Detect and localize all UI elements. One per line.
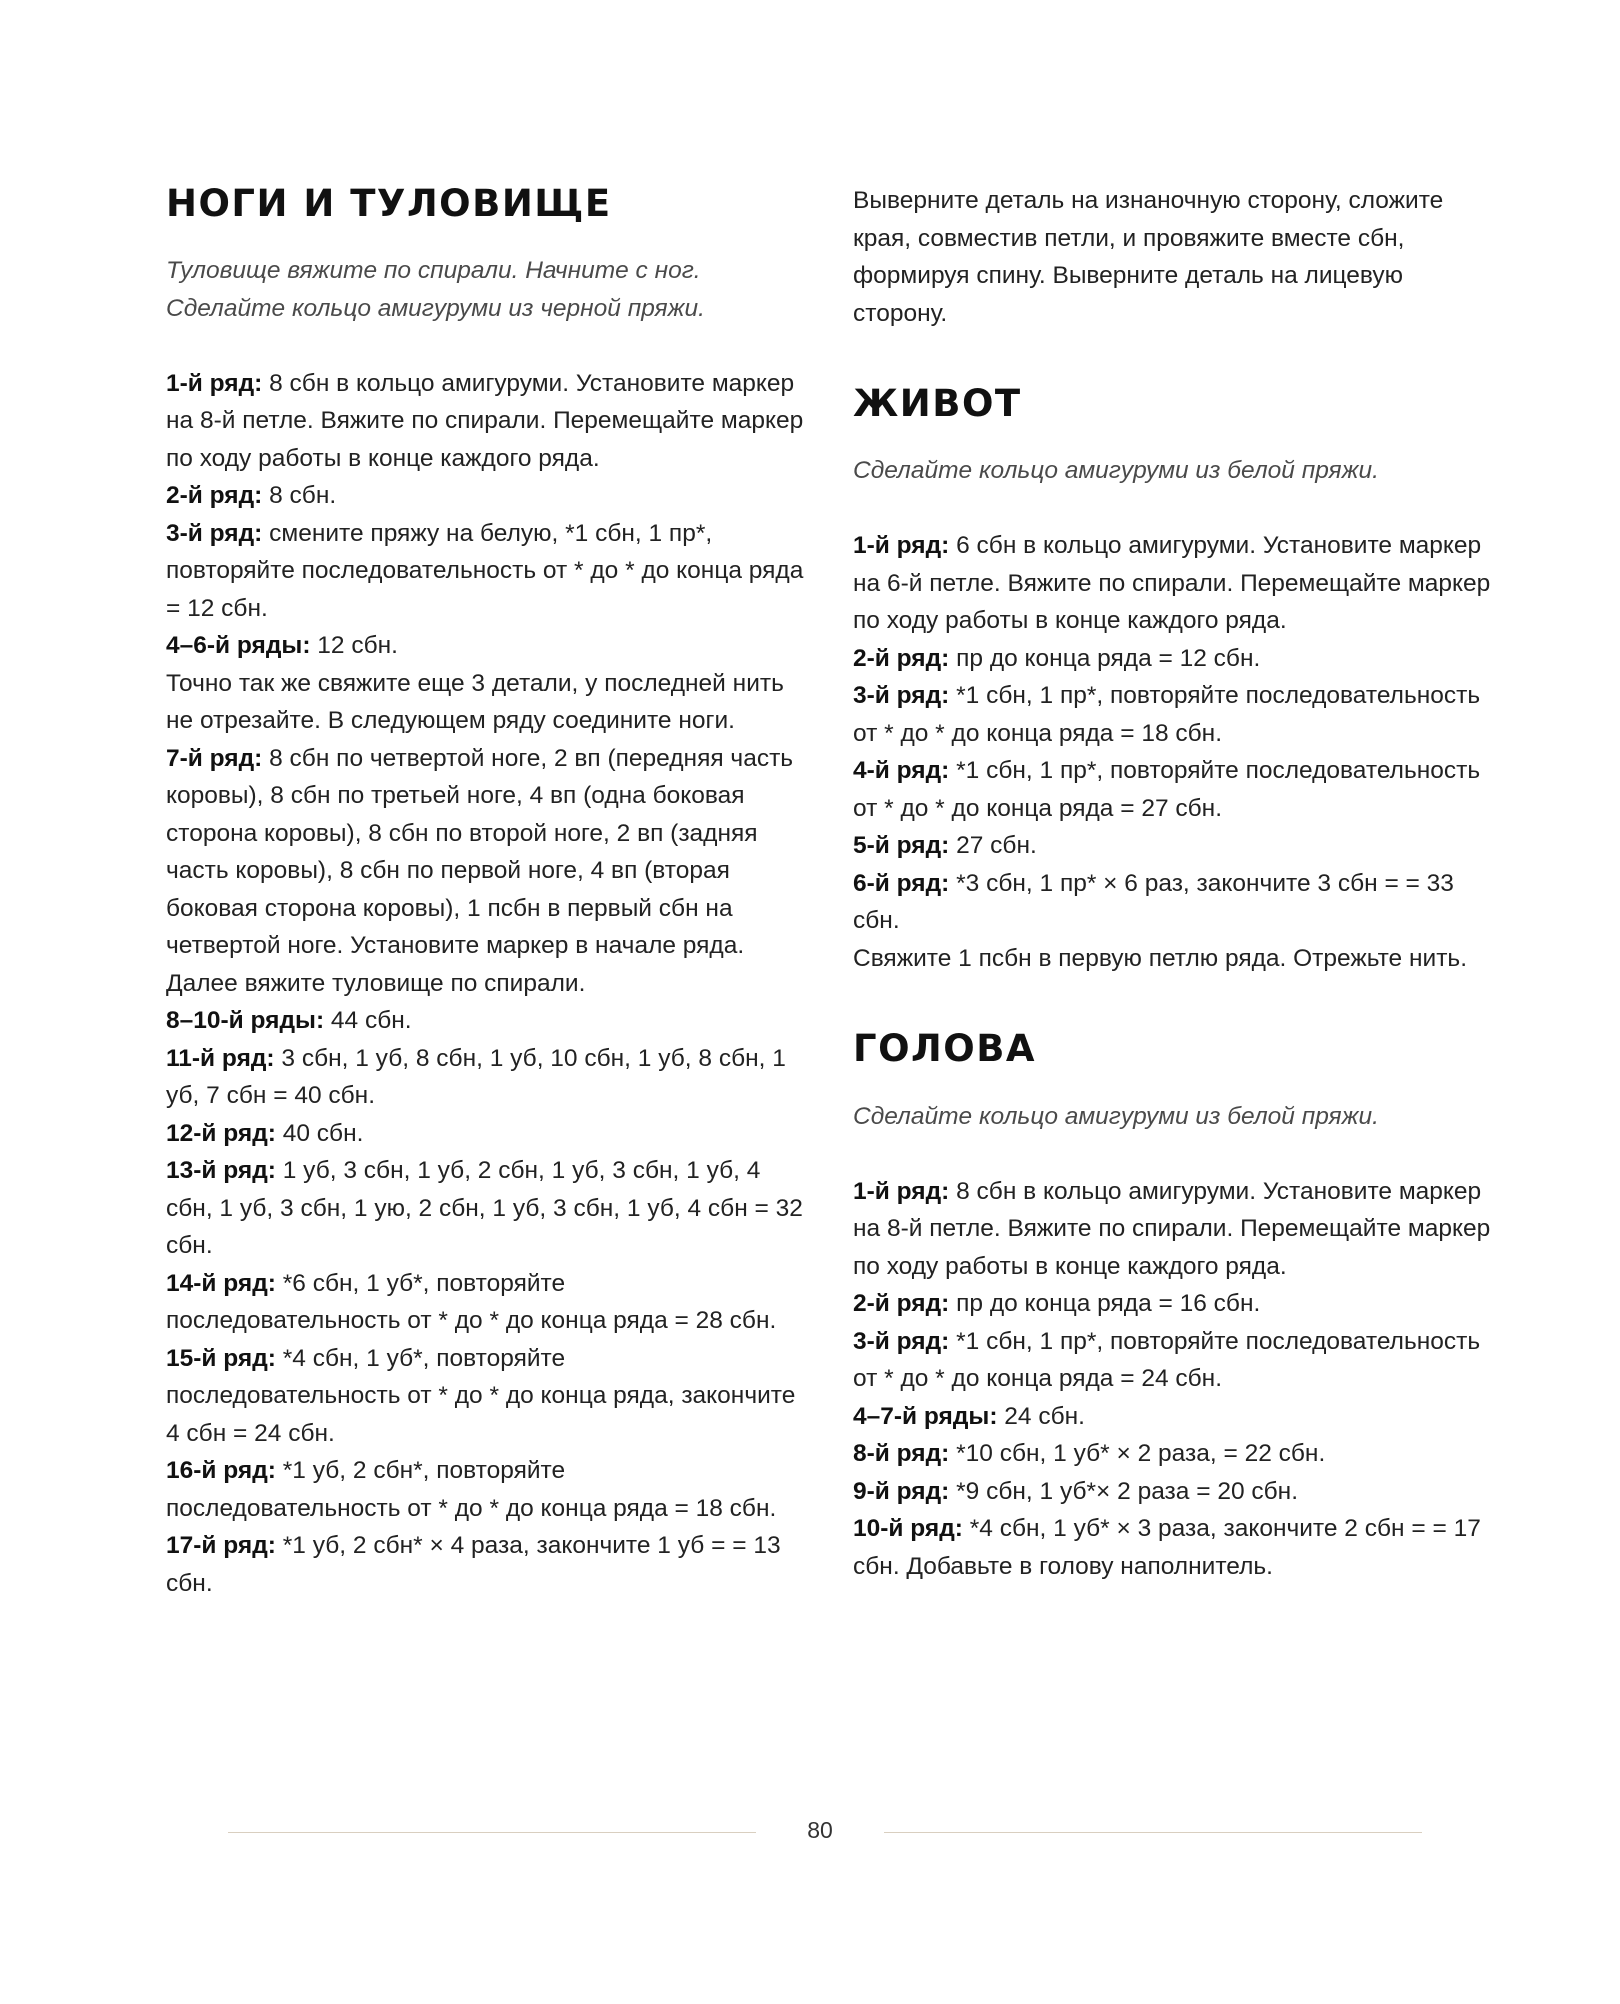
instruction-row bbox=[166, 1002, 806, 1040]
instruction-row bbox=[853, 1173, 1493, 1286]
instruction-note bbox=[166, 665, 806, 740]
instruction-row bbox=[166, 1040, 806, 1115]
row-label: 9-й ряд: bbox=[853, 1477, 950, 1505]
row-label: 13-й ряд: bbox=[166, 1157, 276, 1185]
row-text: смените пряжу на белую, *1 сбн, 1 пр*, повторяйте последовательность от * до * до конца ряда = 12 сбн. bbox=[166, 519, 804, 622]
row-label: 16-й ряд: bbox=[166, 1457, 276, 1485]
row-label: 8-й ряд: bbox=[853, 1440, 950, 1468]
instruction-row bbox=[166, 365, 806, 478]
section-title-belly: ЖИВОТ bbox=[853, 382, 1022, 425]
left-column bbox=[166, 182, 806, 1602]
instruction-row bbox=[166, 740, 806, 1003]
instruction-row bbox=[853, 1435, 1493, 1473]
instruction-row bbox=[853, 752, 1493, 827]
instruction-row bbox=[853, 640, 1493, 678]
row-label: 2-й ряд: bbox=[853, 1290, 950, 1318]
row-label: 4-й ряд: bbox=[853, 757, 950, 785]
row-label: 15-й ряд: bbox=[166, 1344, 276, 1372]
row-text: пр до конца ряда = 16 сбн. bbox=[949, 1290, 1261, 1318]
page-number: 80 bbox=[807, 1817, 833, 1843]
instruction-row bbox=[166, 1527, 806, 1602]
row-label: 12-й ряд: bbox=[166, 1119, 276, 1147]
row-label: 7-й ряд: bbox=[166, 744, 263, 772]
row-text: Свяжите 1 псбн в первую петлю ряда. Отрежьте нить. bbox=[853, 944, 1467, 972]
instruction-note bbox=[853, 940, 1493, 978]
row-text: 8 сбн в кольцо амигуруми. Установите маркер на 8-й петле. Вяжите по спирали. Перемещайте маркер по ходу работы в конце каждого ряда. bbox=[853, 1177, 1491, 1280]
instruction-row bbox=[166, 477, 806, 515]
row-label: 1-й ряд: bbox=[853, 532, 950, 560]
row-text: *1 уб, 2 сбн* × 4 раза, закончите 1 уб = = 13 сбн. bbox=[166, 1532, 781, 1597]
instruction-row bbox=[166, 1265, 806, 1340]
section-intro: Сделайте кольцо амигуруми из белой пряжи. bbox=[853, 457, 1379, 485]
row-label: 6-й ряд: bbox=[853, 869, 950, 897]
instruction-row bbox=[166, 1115, 806, 1153]
row-text: 8 сбн. bbox=[262, 482, 337, 510]
row-label: 14-й ряд: bbox=[166, 1269, 276, 1297]
row-label: 1-й ряд: bbox=[853, 1177, 950, 1205]
row-text: 12 сбн. bbox=[310, 632, 398, 660]
row-list bbox=[853, 1173, 1493, 1586]
row-label: 4–6-й ряды: bbox=[166, 632, 311, 660]
section-title-legs-body: НОГИ И ТУЛОВИЩЕ bbox=[166, 182, 612, 225]
row-text: *10 сбн, 1 уб* × 2 раза, = 22 сбн. bbox=[949, 1440, 1326, 1468]
row-text: *4 сбн, 1 уб*, повторяйте последовательность от * до * до конца ряда, закончите 4 сбн = 24 сбн. bbox=[166, 1344, 796, 1447]
instruction-row bbox=[853, 677, 1493, 752]
row-label: 3-й ряд: bbox=[853, 682, 950, 710]
instruction-row bbox=[166, 1452, 806, 1527]
row-text: 8 сбн в кольцо амигуруми. Установите маркер на 8-й петле. Вяжите по спирали. Перемещайте маркер по ходу работы в конце каждого ряда. bbox=[166, 369, 804, 472]
row-label: 11-й ряд: bbox=[166, 1044, 275, 1072]
row-text: *4 сбн, 1 уб* × 3 раза, закончите 2 сбн = = 17 сбн. Добавьте в голову наполнитель. bbox=[853, 1515, 1481, 1580]
instruction-row bbox=[853, 1323, 1493, 1398]
row-text: пр до конца ряда = 12 сбн. bbox=[949, 644, 1261, 672]
footer-divider-left bbox=[228, 1832, 756, 1833]
instruction-row bbox=[166, 515, 806, 628]
footer-divider-right bbox=[884, 1832, 1422, 1833]
row-text: 27 сбн. bbox=[949, 832, 1037, 860]
row-text: *3 сбн, 1 пр* × 6 раз, закончите 3 сбн = = 33 сбн. bbox=[853, 869, 1454, 935]
row-label: 8–10-й ряды: bbox=[166, 1007, 325, 1035]
instruction-row bbox=[166, 1340, 806, 1453]
row-label: 5-й ряд: bbox=[853, 832, 950, 860]
section-title-head: ГОЛОВА bbox=[853, 1027, 1037, 1071]
row-text: *1 сбн, 1 пр*, повторяйте последовательность от * до * до конца ряда = 24 сбн. bbox=[853, 1327, 1481, 1393]
instruction-row bbox=[853, 1473, 1493, 1511]
row-text: 44 сбн. bbox=[324, 1007, 412, 1035]
instruction-row bbox=[853, 1398, 1493, 1436]
row-label: 2-й ряд: bbox=[166, 482, 263, 510]
row-text: *1 сбн, 1 пр*, повторяйте последовательность от * до * до конца ряда = 18 сбн. bbox=[853, 682, 1481, 747]
instruction-row bbox=[853, 827, 1493, 865]
continuation-paragraph: Выверните деталь на изнаночную сторону, сложите края, совместив петли, и провяжите вместе сбн, формируя спину. Выверните деталь на лицевую сторону. bbox=[853, 187, 1444, 327]
row-label: 2-й ряд: bbox=[853, 644, 950, 672]
instruction-row bbox=[853, 527, 1493, 640]
section-intro: Сделайте кольцо амигуруми из белой пряжи. bbox=[853, 1102, 1379, 1130]
row-text: 8 сбн по четвертой ноге, 2 вп (передняя часть коровы), 8 сбн по третьей ноге, 4 вп (одна боковая сторона коровы), 8 сбн по второй ноге, 2 вп (задняя часть коровы), 8 сбн по первой ноге, 4 вп (вторая боковая сторона коровы), 1 псбн в первый сбн на четвертой ноге. Установите маркер в начале ряда. Далее вяжите туловище по спирали. bbox=[166, 744, 794, 997]
row-label: 17-й ряд: bbox=[166, 1532, 276, 1560]
section-intro: Туловище вяжите по спирали. Начните с ног. Сделайте кольцо амигуруми из черной пряжи. bbox=[166, 257, 705, 322]
row-text: 6 сбн в кольцо амигуруми. Установите маркер на 6-й петле. Вяжите по спирали. Перемещайте маркер по ходу работы в конце каждого ряда. bbox=[853, 532, 1491, 635]
row-label: 3-й ряд: bbox=[853, 1327, 950, 1355]
row-list bbox=[166, 365, 806, 1603]
instruction-row bbox=[166, 1152, 806, 1265]
page-footer bbox=[0, 1812, 1620, 1852]
row-text: *9 сбн, 1 уб*× 2 раза = 20 сбн. bbox=[949, 1477, 1299, 1505]
row-text: *1 уб, 2 сбн*, повторяйте последовательность от * до * до конца ряда = 18 сбн. bbox=[166, 1457, 777, 1522]
instruction-row bbox=[853, 1285, 1493, 1323]
row-text: 3 сбн, 1 уб, 8 сбн, 1 уб, 10 сбн, 1 уб, 8 сбн, 1 уб, 7 сбн = 40 сбн. bbox=[166, 1044, 786, 1110]
row-text: *1 сбн, 1 пр*, повторяйте последовательность от * до * до конца ряда = 27 сбн. bbox=[853, 757, 1481, 822]
instruction-row bbox=[166, 627, 806, 665]
right-column bbox=[853, 182, 1493, 1585]
row-text: Точно так же свяжите еще 3 детали, у последней нить не отрезайте. В следующем ряду соедините ноги. bbox=[166, 669, 784, 735]
row-text: 40 сбн. bbox=[275, 1119, 364, 1147]
row-text: *6 сбн, 1 уб*, повторяйте последовательность от * до * до конца ряда = 28 сбн. bbox=[166, 1269, 777, 1335]
row-label: 10-й ряд: bbox=[853, 1515, 963, 1543]
instruction-row bbox=[853, 1510, 1493, 1585]
row-text: 1 уб, 3 сбн, 1 уб, 2 сбн, 1 уб, 3 сбн, 1 уб, 4 сбн, 1 уб, 3 сбн, 1 ую, 2 сбн, 1 уб, 3 сбн, 1 уб, 4 сбн = 32 сбн. bbox=[166, 1157, 803, 1260]
row-label: 1-й ряд: bbox=[166, 369, 263, 397]
row-list bbox=[853, 527, 1493, 977]
row-label: 3-й ряд: bbox=[166, 519, 263, 547]
row-label: 4–7-й ряды: bbox=[853, 1402, 998, 1430]
instruction-row bbox=[853, 865, 1493, 940]
row-text: 24 сбн. bbox=[997, 1402, 1085, 1430]
